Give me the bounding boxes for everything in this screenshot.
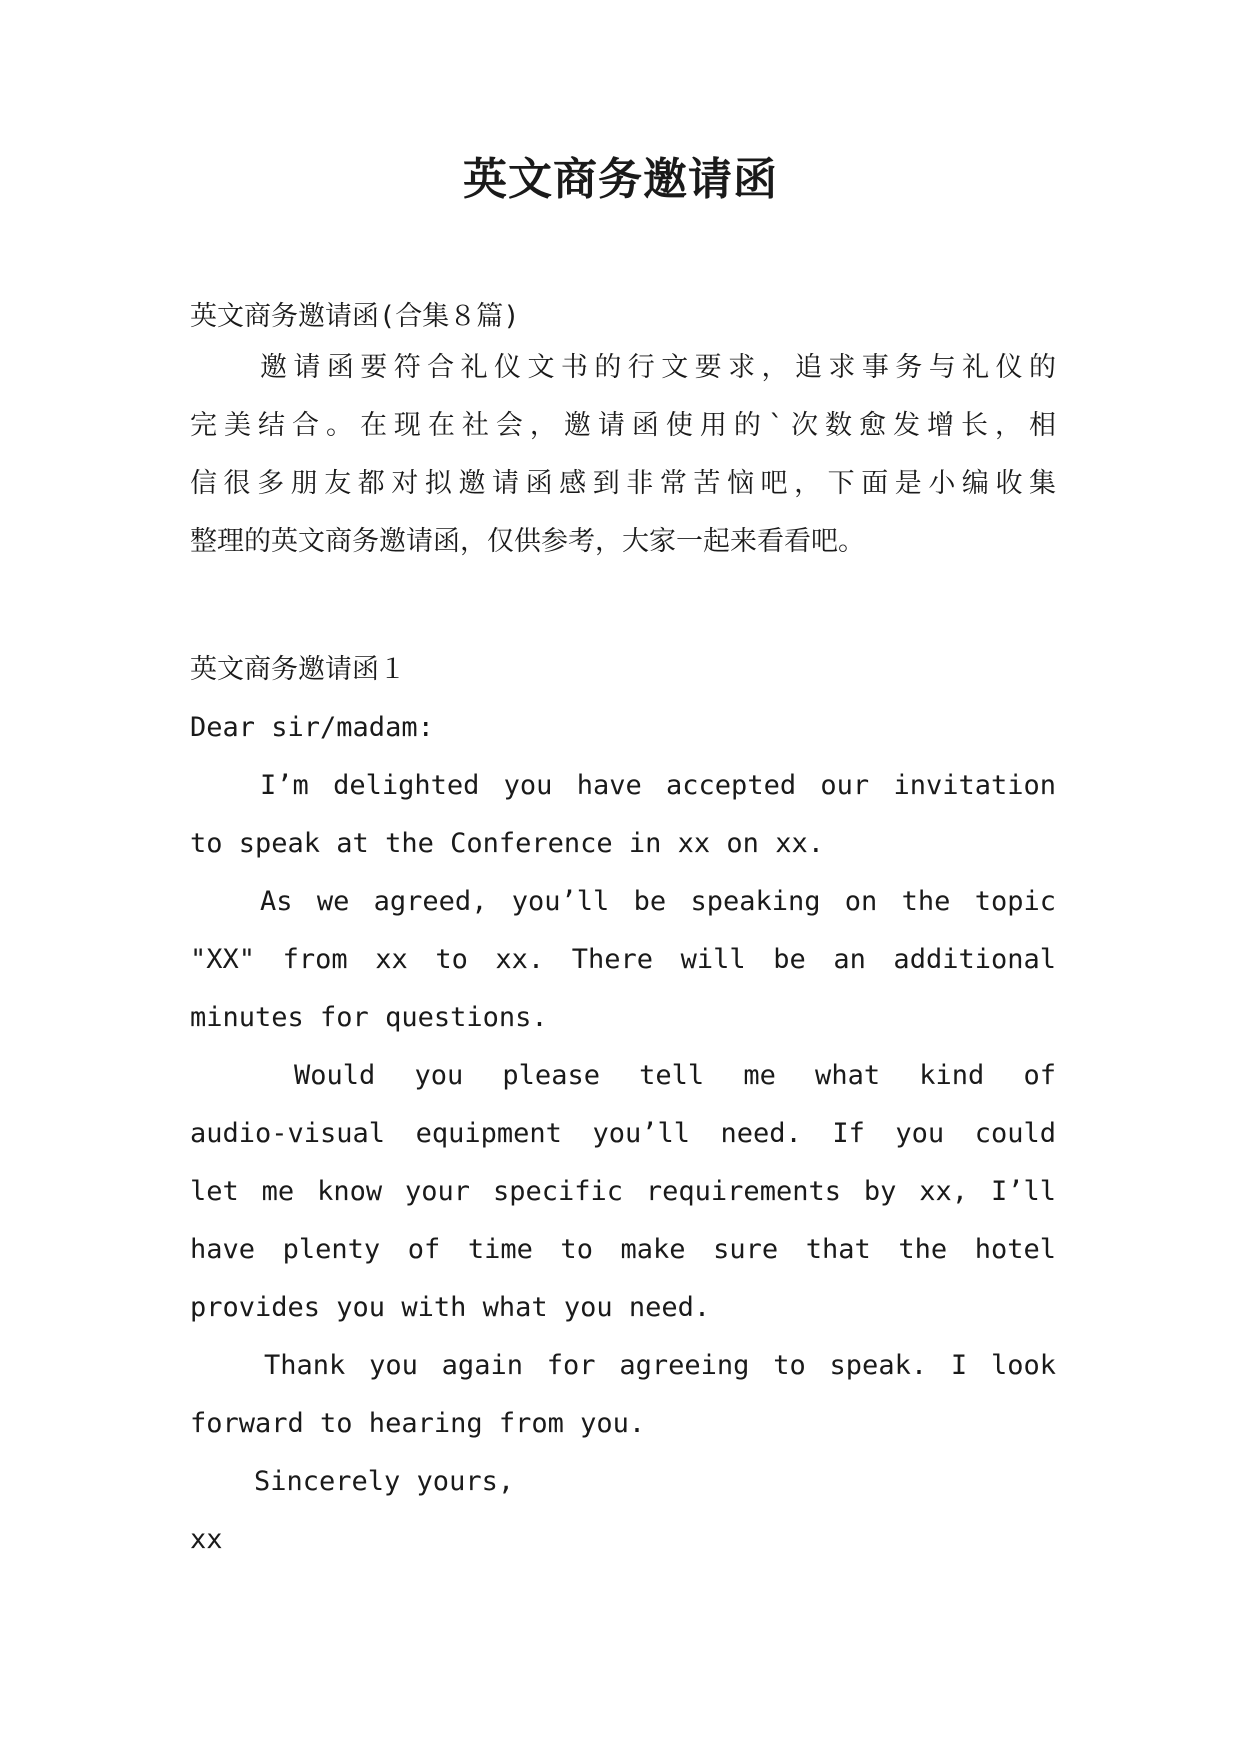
section-heading-text: 英文商务邀请函１ [190,654,406,685]
letter-signature [190,1511,1056,1569]
intro-line: 完美结合。在现在社会，邀请函使用的`次数愈发增长，相 [190,410,1056,441]
paragraph-line: Thank you again for agreeing to speak. I look [264,1350,1056,1381]
intro-line: 整理的英文商务邀请函，仅供参考，大家一起来看看吧。 [190,526,865,557]
letter-paragraph-4 [190,1337,1056,1453]
subtitle-line: 英文商务邀请函(合集８篇) [190,301,520,332]
intro-line: 信很多朋友都对拟邀请函感到非常苦恼吧，下面是小编收集 [190,468,1056,499]
document-subtitle [190,288,1056,346]
paragraph-line: to speak at the Conference in xx on xx. [190,828,824,859]
letter-paragraph-3 [190,1047,1056,1337]
intro-line: 邀请函要符合礼仪文书的行文要求，追求事务与礼仪的 [260,352,1056,383]
paragraph-line: audio-visual equipment you’ll need. If you could [190,1118,1056,1149]
paragraph-line: have plenty of time to make sure that the hotel [190,1234,1056,1265]
paragraph-line: As we agreed, you’ll be speaking on the topic [260,886,1056,917]
document-title: 英文商务邀请函 [463,154,778,205]
closing-text: Sincerely yours, [254,1466,515,1497]
paragraph-line: Would you please tell me what kind of [294,1060,1056,1091]
signature-text: xx [190,1524,223,1555]
paragraph-line: minutes for questions. [190,1002,548,1033]
paragraph-line: "XX" from xx to xx. There will be an additional [190,944,1056,975]
letter-paragraph-1 [190,757,1056,873]
paragraph-line: let me know your specific requirements by xx, I’ll [190,1176,1056,1207]
letter-closing [190,1453,1056,1511]
paragraph-line: I’m delighted you have accepted our invitation [260,770,1056,801]
paragraph-line: forward to hearing from you. [190,1408,646,1439]
salutation-text: Dear sir/madam: [190,712,434,743]
section-heading [190,641,1056,699]
letter-paragraph-2 [190,873,1056,1047]
salutation [190,699,1056,757]
paragraph-line: provides you with what you need. [190,1292,711,1323]
intro-paragraph [190,339,1056,571]
